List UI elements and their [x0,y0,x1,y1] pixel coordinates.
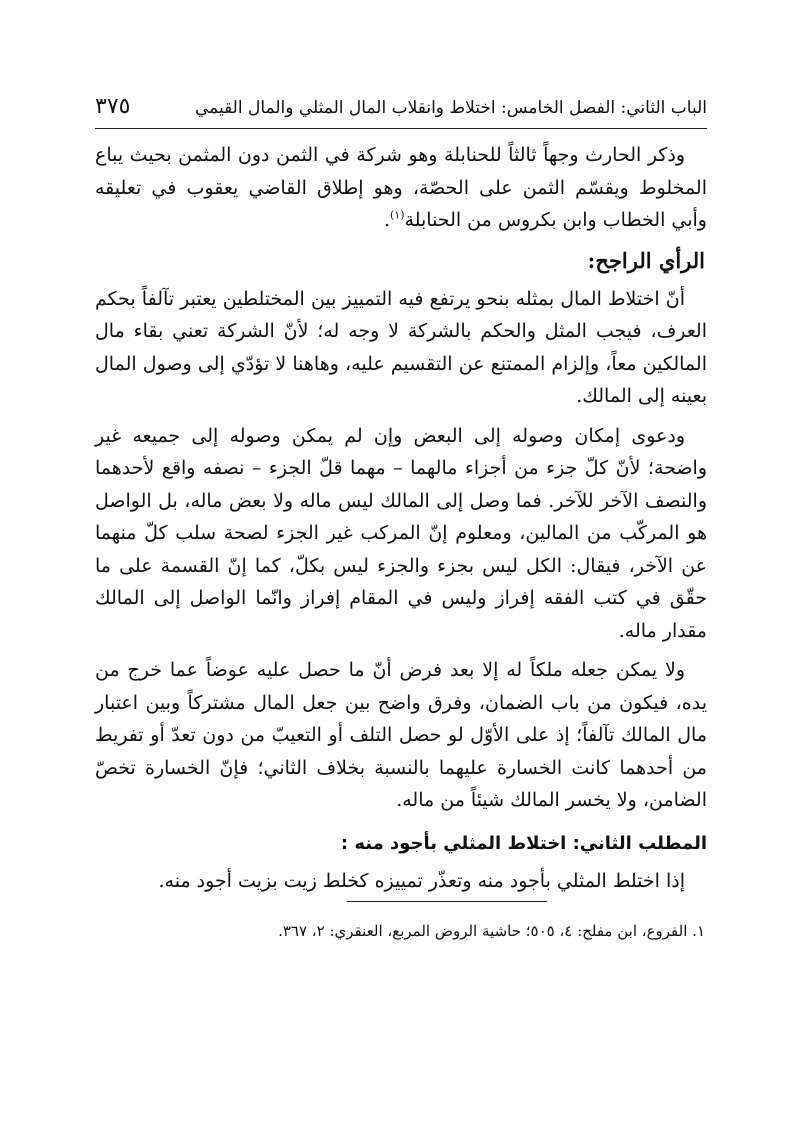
footnote-rule [347,901,547,902]
paragraph-text: وذكر الحارث وجهاً ثالثاً للحنابلة وهو شركة في الثمن دون المثمن بحيث يباع المخلوط ويقسّم الثمن على الحصّة، وهو إطلاق القاضي يعقوب في تعليقه وأبي الخطاب وابن بكروس من الحنابلة [95,144,707,231]
page-body [95,139,707,943]
paragraph: ودعوى إمكان وصوله إلى البعض وإن لم يمكن وصوله إلى جميعه غير واضحة؛ لأنّ كلّ جزء من أجزاء مالهما – مهما قلّ الجزء – نصفه واقع لأحدهما والنصف الآخر للآخر. فما وصل إلى المالك ليس ماله ولا بعض ماله، بل الواصل هو المركّب من المالين، ومعلوم إنّ المركب غير الجزء لصحة سلب كلّ منهما عن الآخر، فيقال: الكل ليس بجزء والجزء ليس بكلّ، كما إنّ القسمة على ما حقّق في كتب الفقه إفراز وليس في المقام إفراز وانّما الواصل إلى المالك مقدار ماله. [95,424,707,642]
paragraph: أنّ اختلاط المال بمثله بنحو يرتفع فيه التمييز بين المختلطين يعتبر تآلفاً بحكم العرف، فيجب المثل والحكم بالشركة لا وجه له؛ لأنّ الشركة تعني بقاء مال المالكين معاً، وإلزام الممتنع عن التقسيم عليه، وهاهنا لا تؤدّي إلى وصول المال بعينه إلى المالك. [95,287,707,407]
page-number: ٣٧٥ [95,94,131,119]
paragraph [95,139,707,237]
footnote-separator [95,897,707,911]
paragraph: إذا اختلط المثلي بأجود منه وتعذّر تمييزه كخلط زيت بزيت أجود منه. [158,869,685,892]
paragraph-end: . [383,209,390,231]
chapter-title: الباب الثاني: الفصل الخامس: اختلاط وانقلاب المال المثلي والمال القيمي [194,98,707,118]
footnote: ١. الفروع، ابن مفلح: ٤، ٥٠٥؛ حاشية الروض المربع، العنقري: ٢، ٣٦٧. [278,922,705,940]
book-page [95,88,707,943]
running-header [95,88,707,129]
subsection-heading: المطلب الثاني: اختلاط المثلي بأجود منه : [340,832,707,854]
section-heading: الرأي الراجح: [587,247,705,273]
footnote-reference: (١) [390,208,405,222]
paragraph: ولا يمكن جعله ملكاً له إلا بعد فرض أنّ ما حصل عليه عوضاً عما خرج من يده، فيكون من باب الضمان، وفرق واضح بين جعل المال مشتركاً وبين اعتبار مال المالك تآلفاً؛ إذ على الأوّل لو حصل التلف أو التعيبّ من دون تعدّ أو تفريط من أحدهما كانت الخسارة عليهما بالنسبة بخلاف الثاني؛ فإنّ الخسارة تخصّ الضامن، ولا يخسر المالك شيئاً من ماله. [95,659,707,811]
